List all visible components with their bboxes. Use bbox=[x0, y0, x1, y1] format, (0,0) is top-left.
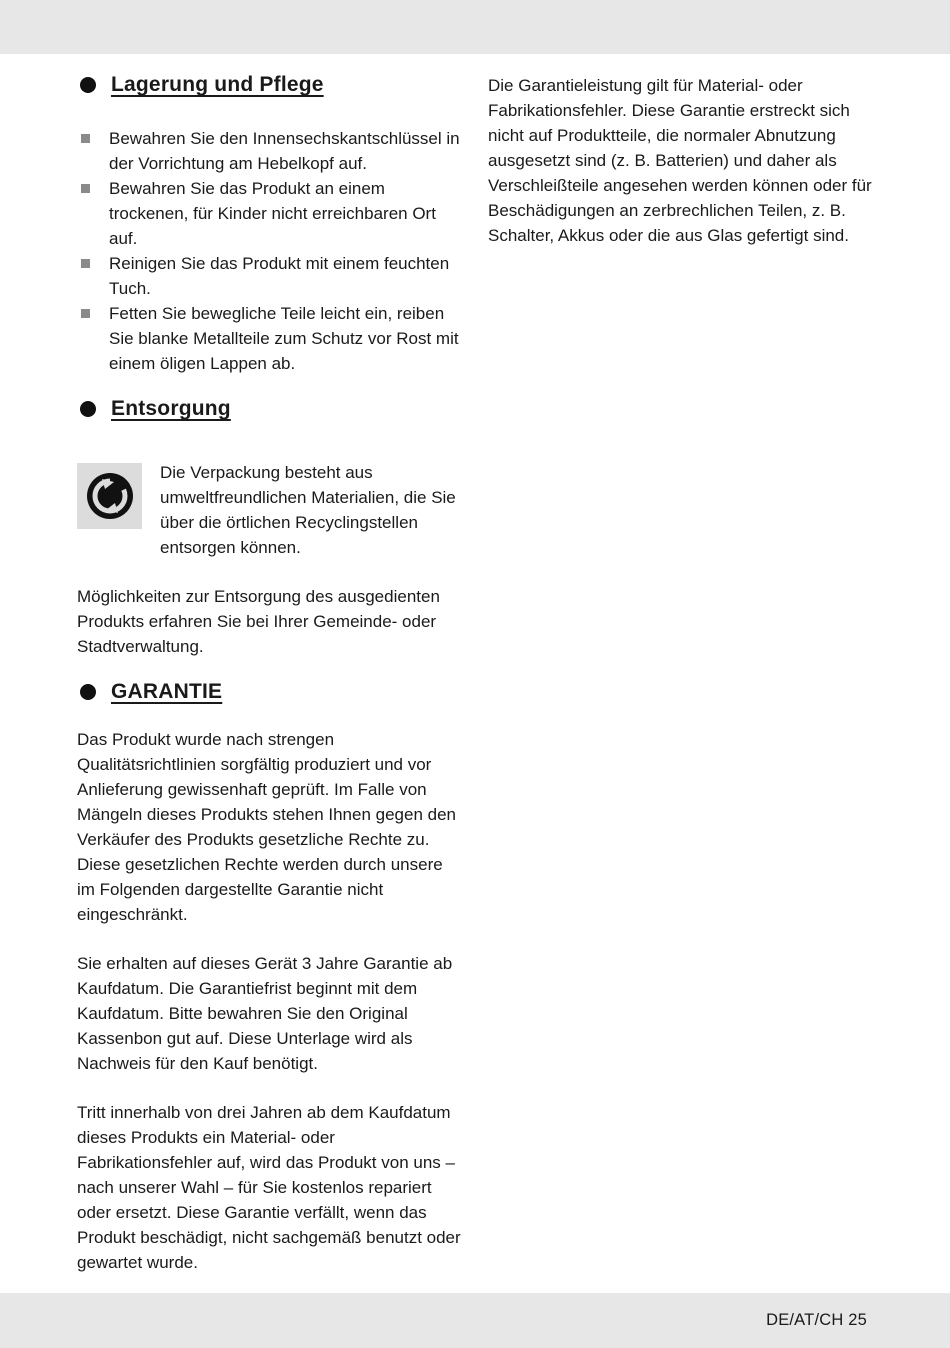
warranty-paragraph: Tritt innerhalb von drei Jahren ab dem Kaufdatum dieses Produkts ein Material- oder Fabrikationsfehler auf, wird das Produkt von uns – nach unserer Wahl – für Sie kostenlos repariert oder ersetzt. Diese Garantie verfällt, wenn das Produkt beschädigt, nicht sachgemäß benutzt oder gewartet wurde. bbox=[77, 1103, 461, 1272]
list-item-text: Bewahren Sie das Produkt an einem trockenen, für Kinder nicht erreichbaren Ort auf. bbox=[109, 179, 436, 248]
warranty-paragraph: Sie erhalten auf dieses Gerät 3 Jahre Garantie ab Kaufdatum. Die Garantiefrist beginnt mit dem Kaufdatum. Bitte bewahren Sie den Original Kassenbon gut auf. Diese Unterlage wird als Nachweis für den Kauf benötigt. bbox=[77, 954, 453, 1073]
top-band bbox=[0, 0, 950, 54]
list-item bbox=[77, 251, 462, 301]
square-bullet-icon bbox=[81, 134, 90, 143]
packaging-text: Die Verpackung besteht aus umweltfreundlichen Materialien, die Sie über die örtlichen Recyclingstellen entsorgen können. bbox=[160, 463, 456, 557]
bullet-dot-icon bbox=[80, 77, 96, 93]
list-item bbox=[77, 176, 462, 251]
list-item bbox=[77, 301, 462, 376]
heading-warranty-text: GARANTIE bbox=[111, 680, 223, 703]
bullet-dot-icon bbox=[80, 401, 96, 417]
bullet-dot-icon bbox=[80, 684, 96, 700]
green-dot-recycling-icon bbox=[77, 463, 142, 529]
list-item-text: Reinigen Sie das Produkt mit einem feuchten Tuch. bbox=[109, 254, 450, 298]
heading-storage bbox=[77, 73, 324, 97]
disposal-options-text: Möglichkeiten zur Entsorgung des ausgedienten Produkts erfahren Sie bei Ihrer Gemeinde- oder Stadtverwaltung. bbox=[77, 587, 440, 656]
page-number: DE/AT/CH 25 bbox=[766, 1311, 867, 1329]
list-item-text: Bewahren Sie den Innensechskantschlüssel in der Vorrichtung am Hebelkopf auf. bbox=[109, 129, 460, 173]
list-item-text: Fetten Sie bewegliche Teile leicht ein, reiben Sie blanke Metallteile zum Schutz vor Rost mit einem öligen Lappen ab. bbox=[109, 304, 459, 373]
square-bullet-icon bbox=[81, 184, 90, 193]
square-bullet-icon bbox=[81, 309, 90, 318]
square-bullet-icon bbox=[81, 259, 90, 268]
heading-disposal bbox=[77, 397, 231, 421]
list-item bbox=[77, 126, 462, 176]
heading-storage-text: Lagerung und Pflege bbox=[111, 73, 324, 96]
storage-list bbox=[77, 126, 462, 376]
heading-disposal-text: Entsorgung bbox=[111, 397, 231, 420]
heading-warranty bbox=[77, 680, 222, 704]
warranty-scope-text: Die Garantieleistung gilt für Material- oder Fabrikationsfehler. Diese Garantie erstreckt sich nicht auf Produktteile, die normaler Abnutzung ausgesetzt sind (z. B. Batterien) und daher als Verschleißteile angesehen werden können oder für Beschädigungen an zerbrechlichen Teilen, z. B. Schalter, Akkus oder die aus Glas gefertigt sind. bbox=[488, 76, 872, 245]
warranty-paragraph: Das Produkt wurde nach strengen Qualitätsrichtlinien sorgfältig produziert und vor Anlieferung gewissenhaft geprüft. Im Falle von Mängeln dieses Produkts stehen Ihnen gegen den Verkäufer des Produkts gesetzliche Rechte zu. Diese gesetzlichen Rechte werden durch unsere im Folgenden dargestellte Garantie nicht eingeschränkt. bbox=[77, 730, 456, 924]
